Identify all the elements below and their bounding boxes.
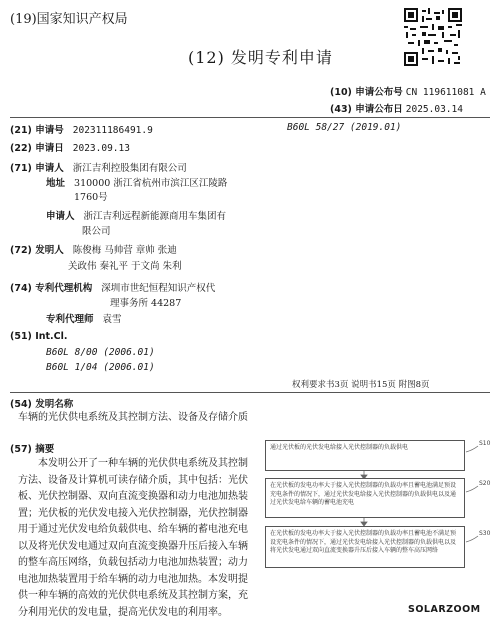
applicant-1: 浙江吉利控股集团有限公司: [72, 163, 187, 174]
application-number: 202311186491.9: [72, 125, 153, 136]
applicant-2-label: 申请人: [46, 211, 75, 222]
address-row: [46, 175, 227, 189]
publication-number-label: (10) 申请公布号: [330, 87, 403, 98]
flow-step-s30-text: 在光伏板的发电功率大于接入光伏控制器的负载功率且蓄电池不满足预设充电条件的情况下，通过光伏发电给接入光伏控制器的负载供电以及将光伏发电通过双向直流变换器升压后接入车辆的整车高压网络: [270, 530, 457, 554]
patent-office-name: (19)国家知识产权局: [10, 12, 128, 27]
application-date-label: (22) 申请日: [10, 143, 64, 154]
applicant-2-row: [46, 208, 226, 222]
qr-code-icon: [404, 8, 462, 66]
flow-step-s30: [265, 526, 465, 568]
abstract-text: 本发明公开了一种车辆的光伏供电系统及其控制方法、设备及计算机可读存储介质，其中包括：光伏板、光伏控制器、双向直流变换器和动力电池加热装置；光伏板的光伏发电接入光伏控制器，光伏控制器用于通过光伏发电给负载供电、给车辆的蓄电池充电以及将光伏发电通过双向直流变换器升压后接入车辆的整车高压网络，负载包括动力电池加热装置；动力电池加热装置用于给车辆的动力电池加热。本发明提供一种车辆的高效的光伏供电系统及其控制方案，充分利用光伏的发电量，提高光伏发电的利用率。: [18, 458, 248, 618]
publication-number: CN 119611081 A: [405, 87, 486, 98]
biblio-divider: [10, 392, 490, 393]
agency-row: [10, 280, 215, 294]
page-count-info: 权利要求书3页 说明书15页 附图8页: [292, 380, 430, 390]
applicant-2-line-1: 浙江吉利远程新能源商用车集团有: [83, 211, 227, 222]
inventors-line-1: 陈俊梅 马帅营 章帅 张迪: [72, 245, 177, 256]
agency-label: (74) 专利代理机构: [10, 283, 93, 294]
document-type: (12) 发明专利申请: [188, 48, 333, 67]
publication-date-row: [330, 101, 463, 115]
application-date-row: [10, 140, 130, 154]
agent-label: 专利代理师: [46, 314, 94, 325]
publication-date: 2025.03.14: [405, 104, 463, 115]
header-divider: [10, 117, 490, 118]
applicant-label: (71) 申请人: [10, 163, 64, 174]
flow-step-s10: [265, 440, 465, 471]
address-line-2: 1760号: [74, 192, 108, 203]
flow-step-s20-text: 在光伏板的发电功率大于接入光伏控制器的负载功率且蓄电池满足预设充电条件的情况下，通过光伏发电给接入光伏控制器的负载供电以及通过光伏发电给车辆的蓄电池充电: [270, 482, 457, 506]
ipc-main-classification: B60L 58/27 (2019.01): [287, 122, 402, 133]
abstract-label: (57) 摘要: [10, 444, 55, 455]
agent-row: [46, 311, 122, 325]
flow-step-s10-text: 通过光伏板的光伏发电给接入光伏控制器的负载供电: [270, 444, 409, 451]
publication-number-row: [330, 84, 486, 98]
inventors-line-2: 关政伟 秦礼平 于文尚 朱利: [68, 261, 182, 272]
application-number-label: (21) 申请号: [10, 125, 64, 136]
inventor-label: (72) 发明人: [10, 245, 64, 256]
inventor-row: [10, 242, 177, 256]
flow-step-s20: [265, 478, 465, 518]
invention-title: 车辆的光伏供电系统及其控制方法、设备及存储介质: [18, 412, 248, 423]
agency-line-2: 理事务所 44287: [110, 298, 182, 309]
flow-step-s20-id: S20: [479, 480, 491, 487]
applicant-row: [10, 160, 187, 174]
application-number-row: [10, 122, 153, 136]
applicant-2-line-2: 限公司: [82, 226, 111, 237]
address-line-1: 310000 浙江省杭州市滨江区江陵路: [74, 178, 228, 189]
agency-line-1: 深圳市世纪恒程知识产权代: [101, 283, 216, 294]
int-cl-2: B60L 1/04 (2006.01): [46, 362, 155, 373]
int-cl-1: B60L 8/00 (2006.01): [46, 347, 155, 358]
watermark-logo: SOLARZOOM: [408, 604, 481, 615]
agent-name: 袁雪: [102, 314, 122, 325]
publication-date-label: (43) 申请公布日: [330, 104, 403, 115]
int-cl-label: (51) Int.Cl.: [10, 331, 68, 342]
flow-step-s10-id: S10: [479, 440, 491, 447]
flow-step-s30-id: S30: [479, 530, 491, 537]
application-date: 2023.09.13: [72, 143, 130, 154]
address-label: 地址: [46, 178, 66, 189]
title-label: (54) 发明名称: [10, 399, 74, 410]
